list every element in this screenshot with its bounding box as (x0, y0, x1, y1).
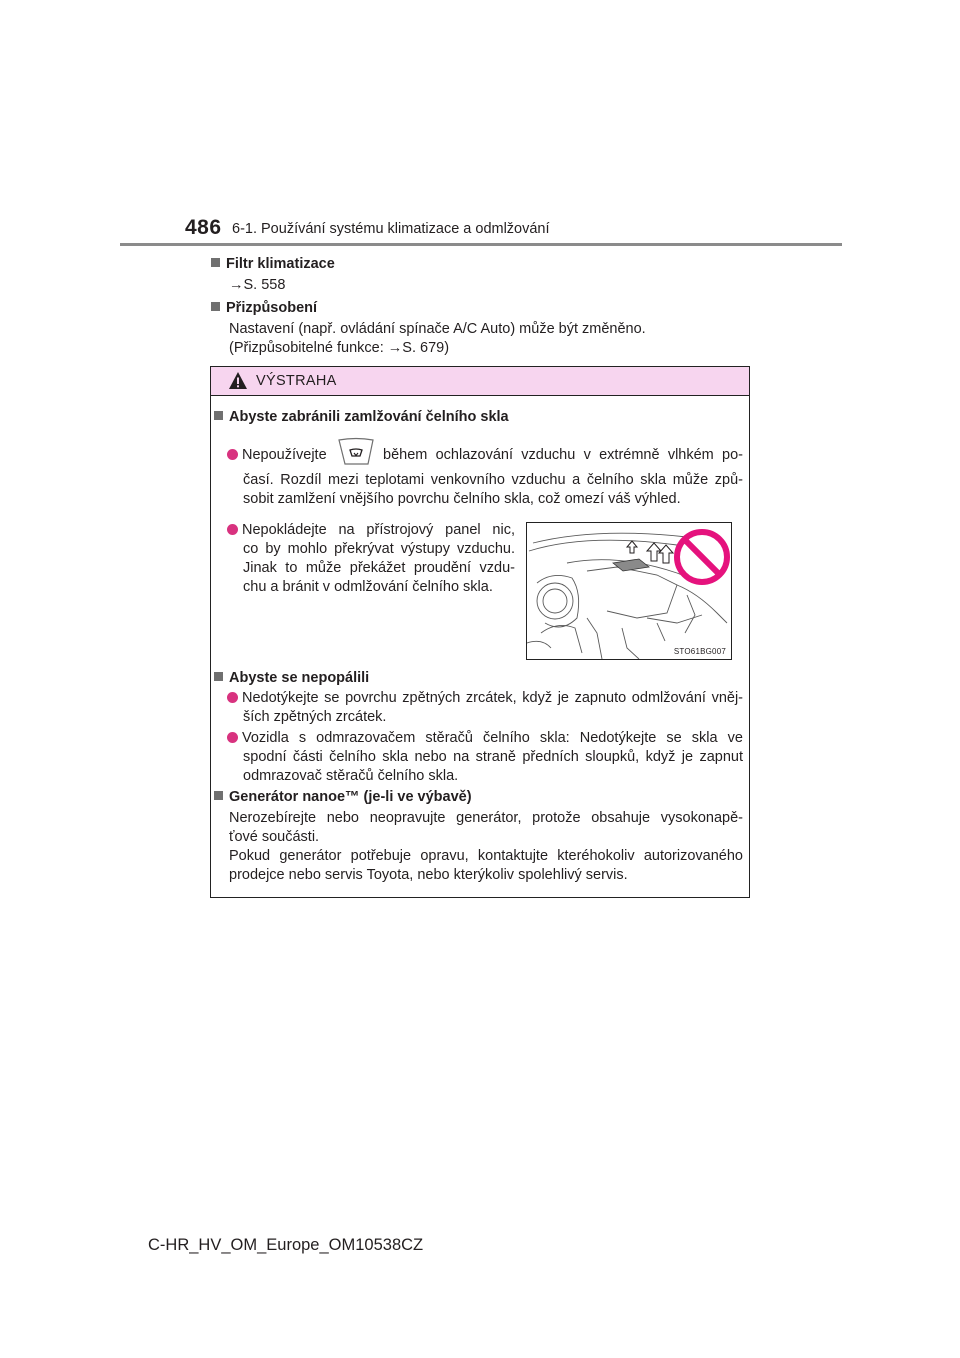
nanoe-line: ťové součásti. (229, 829, 320, 845)
burn-heading: Abyste se nepopálili (214, 670, 369, 686)
bullet-icon (227, 692, 238, 703)
custom-heading: Přizpůsobení (211, 300, 317, 316)
burn-bullet-1: Nedotýkejte se povrchu zpětných zrcátek, když je zapnuto odmlžování vněj- (227, 689, 743, 708)
nanoe-heading: Generátor nanoe™ (je-li ve výbavě) (214, 789, 472, 805)
filter-reference: →S. 558 (229, 277, 286, 293)
warning-triangle-icon (228, 371, 248, 390)
burn-bullet-1-line: ších zpětných zrcátek. (243, 709, 387, 725)
bullet-icon (227, 524, 238, 535)
fog-bullet-2: Nepokládejte na přístrojový panel nic, (227, 521, 515, 540)
fog-bullet-1: Nepoužívejte (227, 446, 743, 465)
dashboard-drawing (527, 523, 732, 660)
page-number: 486 (185, 216, 222, 239)
square-bullet-icon (214, 672, 223, 681)
document-code: C-HR_HV_OM_Europe_OM10538CZ (148, 1236, 424, 1254)
fog-bullet-2-line: Jinak to může překážet proudění vzdu- (243, 560, 515, 576)
bullet-icon (227, 732, 238, 743)
fog-bullet-2-line: co by mohlo překrývat výstupy vzduchu. (243, 541, 515, 557)
burn-bullet-2-line: odmrazovač stěračů čelního skla. (243, 768, 459, 784)
burn-bullet-2: Vozidla s odmrazovačem stěračů čelního skla: Nedotýkejte se skla ve (227, 729, 743, 748)
fog-bullet-1-line: sobit zamlžení vnějšího povrchu čelního skla, což omezí váš výhled. (243, 491, 681, 507)
fog-bullet-1-line: časí. Rozdíl mezi teplotami venkovního vzduchu a čelního skla může způ- (243, 472, 743, 488)
nanoe-line: Pokud generátor potřebuje opravu, kontaktujte kteréhokoliv autorizovaného (229, 848, 743, 864)
defog-button-icon (335, 437, 377, 467)
filter-heading: Filtr klimatizace (211, 256, 335, 272)
nanoe-line: Nerozebírejte nebo neopravujte generátor, protože obsahuje vysokonapě- (229, 810, 743, 826)
burn-bullet-2-line: spodní části čelního skla nebo na straně předních sloupků, když je zapnut (243, 749, 743, 765)
custom-line: (Přizpůsobitelné funkce: →S. 679) (229, 340, 450, 356)
dashboard-illustration (526, 522, 732, 660)
square-bullet-icon (214, 791, 223, 800)
custom-line: Nastavení (např. ovládání spínače A/C Auto) může být změněno. (229, 321, 646, 337)
fog-heading: Abyste zabránili zamlžování čelního skla (214, 409, 509, 425)
square-bullet-icon (211, 258, 220, 267)
warning-title: VÝSTRAHA (256, 373, 337, 389)
nanoe-line: prodejce nebo servis Toyota, nebo kterýkoliv spolehlivý servis. (229, 867, 628, 883)
fog-bullet-1-text: během ochlazování vzduchu v extrémně vlhkém po- (383, 447, 743, 463)
bullet-icon (227, 449, 238, 460)
fog-bullet-2-line: chu a bránit v odmlžování čelního skla. (243, 579, 493, 595)
header-rule (120, 243, 842, 246)
figure-code: STO61BG007 (673, 647, 726, 656)
square-bullet-icon (214, 411, 223, 420)
square-bullet-icon (211, 302, 220, 311)
section-title: 6-1. Používání systému klimatizace a odmlžování (232, 221, 550, 237)
